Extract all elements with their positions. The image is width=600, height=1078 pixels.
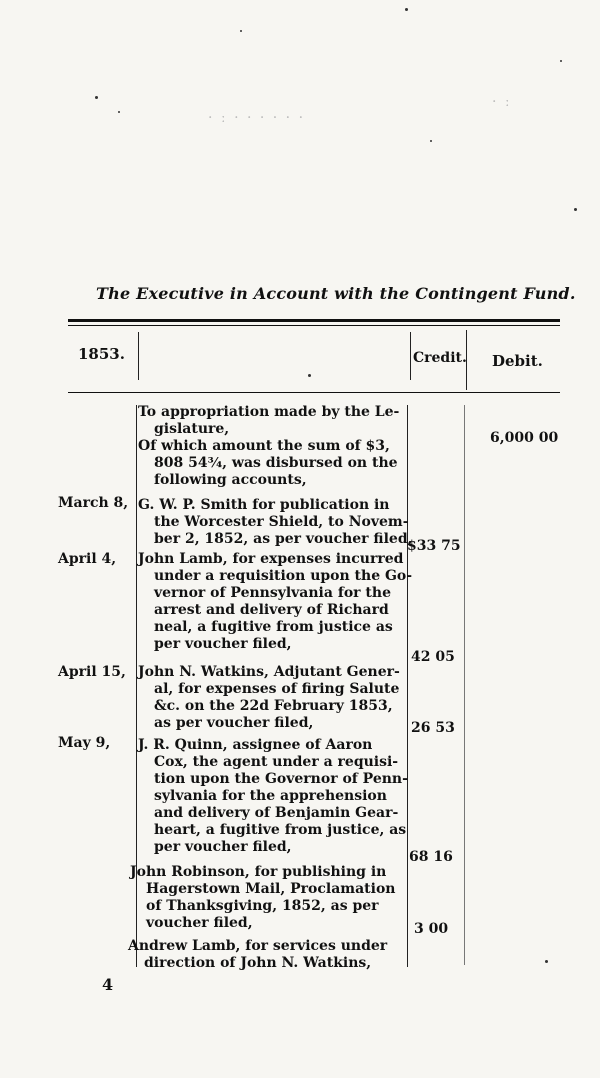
- top-rule-thin: [68, 325, 560, 326]
- ink-speck: [118, 111, 120, 113]
- entry-line: G. W. P. Smith for publication in: [138, 497, 390, 513]
- ink-speck: [430, 140, 432, 142]
- entry-line: 808 54¾, was disbursed on the: [154, 455, 398, 471]
- ink-speck: [574, 208, 577, 211]
- credit-amount: $33 75: [407, 538, 461, 554]
- ledger-entry: [130, 864, 398, 932]
- entry-line: following accounts,: [154, 472, 307, 488]
- entry-line: as per voucher filed,: [154, 715, 314, 731]
- credit-amount: 68 16: [409, 849, 453, 865]
- bleed-through-mark: · ː · · · · · ·: [208, 110, 306, 126]
- entry-line: Andrew Lamb, for services under: [128, 938, 388, 954]
- column-divider: [138, 332, 139, 380]
- ink-speck: [308, 374, 311, 377]
- column-divider: [410, 332, 411, 380]
- entry-line: arrest and delivery of Richard: [154, 602, 389, 618]
- bleed-through-mark: · ː: [492, 94, 512, 110]
- debit-amount: 6,000 00: [490, 430, 559, 446]
- entry-line: John Lamb, for expenses incurred: [138, 551, 404, 567]
- ledger-entry: [138, 497, 413, 548]
- column-divider: [464, 405, 465, 965]
- ledger-entry: [138, 737, 406, 856]
- entry-line: To appropriation made by the Le-: [138, 404, 400, 420]
- top-rule: [68, 319, 560, 322]
- header-rule: [68, 392, 560, 393]
- credit-amount: 3 00: [414, 921, 449, 937]
- entry-line: per voucher filed,: [154, 636, 292, 652]
- column-divider: [407, 405, 408, 967]
- entry-line: neal, a fugitive from justice as: [154, 619, 393, 635]
- entry-date: March 8,: [58, 495, 129, 511]
- credit-amount: 26 53: [411, 720, 455, 736]
- ink-speck: [545, 960, 548, 963]
- entry-line: al, for expenses of firing Salute: [154, 681, 400, 697]
- entry-date: April 15,: [58, 664, 126, 680]
- entry-line: under a requisition upon the Go-: [154, 568, 413, 584]
- entry-line: tion upon the Governor of Penn-: [154, 771, 408, 787]
- entry-line: the Worcester Shield, to Novem-: [154, 514, 409, 530]
- entry-line: voucher filed,: [146, 915, 253, 931]
- ink-speck: [560, 60, 562, 62]
- page-title: The Executive in Account with the Contingent Fund.: [96, 284, 576, 303]
- ink-speck: [95, 96, 98, 99]
- entry-line: of Thanksgiving, 1852, as per: [146, 898, 379, 914]
- entry-line: J. R. Quinn, assignee of Aaron: [138, 737, 373, 753]
- ledger-entry: [128, 938, 396, 972]
- entry-line: Of which amount the sum of $3,: [138, 438, 390, 454]
- entry-line: per voucher filed,: [154, 839, 292, 855]
- entry-line: John N. Watkins, Adjutant Gener-: [138, 664, 400, 680]
- page-number: 4: [102, 975, 114, 994]
- debit-header: Debit.: [492, 352, 543, 370]
- entry-line: Cox, the agent under a requisi-: [154, 754, 399, 770]
- ledger-entry: [138, 404, 406, 489]
- ledger-entry: [138, 551, 413, 653]
- ink-speck: [405, 8, 408, 11]
- entry-date: April 4,: [58, 551, 117, 567]
- entry-line: heart, a fugitive from justice, as: [154, 822, 407, 838]
- ledger-entry: [138, 664, 406, 732]
- entry-line: gislature,: [154, 421, 230, 437]
- entry-line: &c. on the 22d February 1853,: [154, 698, 393, 714]
- entry-line: ber 2, 1852, as per voucher filed,: [154, 531, 413, 547]
- credit-header: Credit.: [413, 350, 467, 366]
- entry-date: May 9,: [58, 735, 111, 751]
- entry-line: vernor of Pennsylvania for the: [154, 585, 391, 601]
- ink-speck: [240, 30, 242, 32]
- entry-line: direction of John N. Watkins,: [144, 955, 372, 971]
- entry-line: John Robinson, for publishing in: [130, 864, 387, 880]
- entry-line: Hagerstown Mail, Proclamation: [146, 881, 396, 897]
- entry-line: and delivery of Benjamin Gear-: [154, 805, 399, 821]
- credit-amount: 42 05: [411, 649, 455, 665]
- entry-line: sylvania for the apprehension: [154, 788, 387, 804]
- year-header: 1853.: [78, 345, 125, 363]
